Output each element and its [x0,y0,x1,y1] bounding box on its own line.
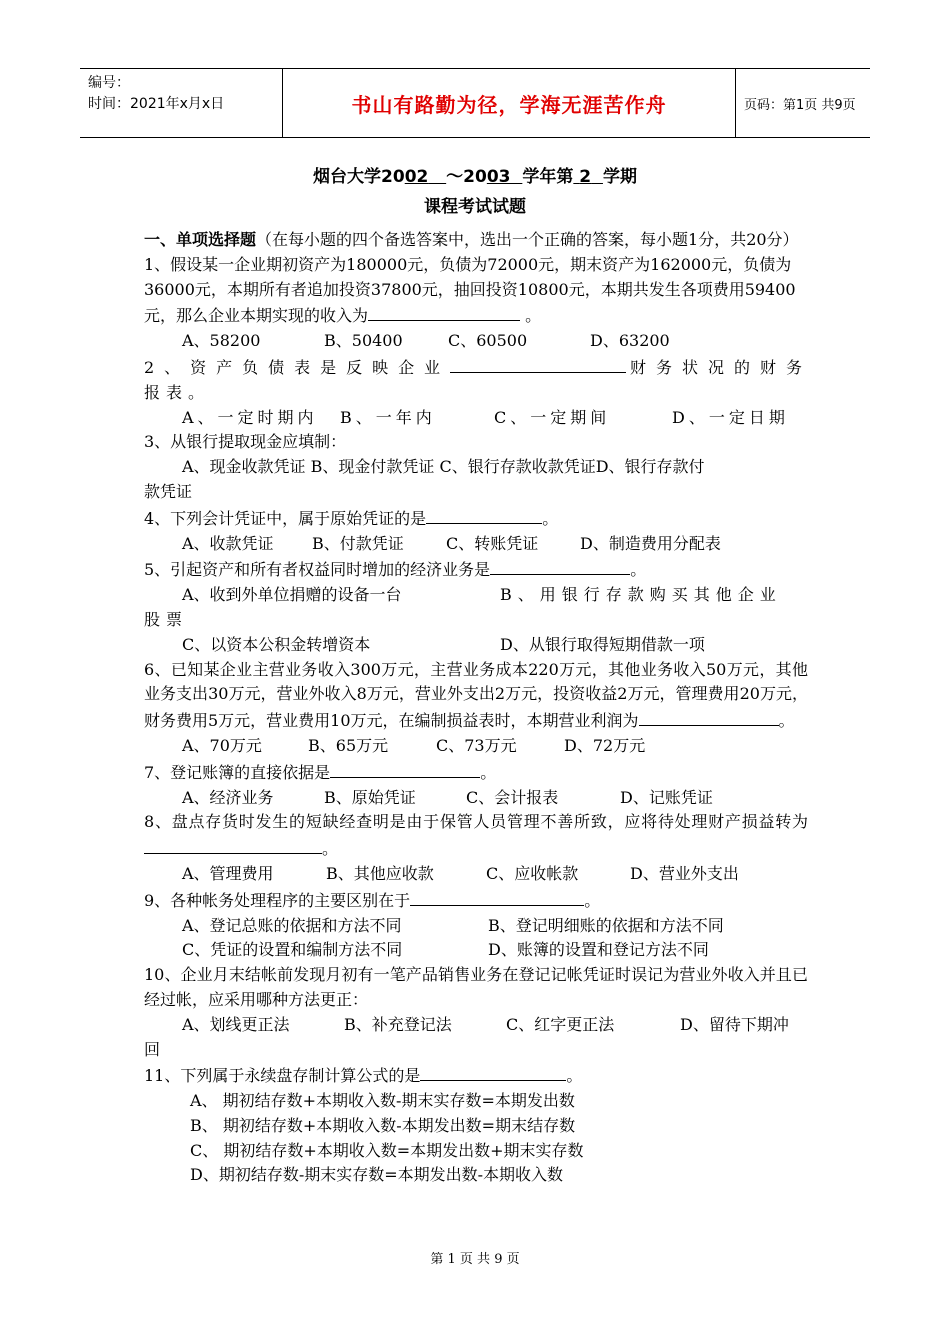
question-9-options-ab: A、登记总账的依据和方法不同 B、登记明细账的依据和方法不同 [182,915,724,935]
question-9-options-cd: C、凭证的设置和编制方法不同 D、账簿的设置和登记方法不同 [182,940,709,960]
question-8-options: A、管理费用 B、其他应收款 C、应收帐款 D、营业外支出 [182,863,739,883]
header-motto: 书山有路勤为径，学海无涯苦作舟 [282,69,736,137]
question-6: 6、已知某企业主营业务收入300万元，主营业务成本220万元，其他业务收入50万元，其他业务支出30万元，营业外收入8万元，营业外支出2万元，投资收益2万元，管理费用20万元，财务费用5万元，营业费用10万元，在编制损益表时，本期营业利润为 。 [144,659,808,731]
question-11-option-d: D、期初结存数-期末实存数=本期发出数-本期收入数 [190,1165,564,1185]
question-8: 8、盘点存货时发生的短缺经查明是由于保管人员管理不善所致，应将待处理财产损益转为。 [144,812,808,859]
question-5-options-ab: A、收到外单位捐赠的设备一台 B、用银行存款购买其他企业 [182,585,782,605]
exam-title: 烟台大学2002 ～2003 学年第 2 学期 [313,167,637,187]
question-2-cont: 报表。 [144,382,211,402]
question-4-options: A、收款凭证 B、付款凭证 C、转账凭证 D、制造费用分配表 [182,533,721,553]
year-start: 02 [404,167,429,187]
header-meta [80,69,282,137]
question-10-options-cont: 回 [144,1039,161,1059]
question-5: 5、引起资产和所有者权益同时增加的经济业务是 。 [144,556,808,583]
question-11-option-c: C、 期初结存数+本期收入数=本期发出数+期末实存数 [190,1140,584,1160]
page-footer: 第 1 页 共 9 页 [430,1252,520,1267]
year-end: 03 [486,167,511,187]
number-label: 编号： [88,75,130,91]
question-11: 11、下列属于永续盘存制计算公式的是 。 [144,1062,808,1089]
question-1-options: A、58200 B、50400 C、60500 D、63200 [182,331,670,351]
page-header [80,68,870,138]
question-3: 3、从银行提取现金应填制： [144,432,347,452]
question-7-options: A、经济业务 B、原始凭证 C、会计报表 D、记账凭证 [182,787,713,807]
term-number: 2 [579,167,592,187]
question-5-options-cd: C、以资本公积金转增资本 D、从银行取得短期借款一项 [182,634,705,654]
question-10: 10、企业月末结帐前发现月初有一笔产品销售业务在登记记帐凭证时误记为营业外收入并且已经过帐，应采用哪种方法更正： [144,965,808,1009]
time-label: 时间：2021年x月x日 [88,96,225,112]
question-4: 4、下列会计凭证中，属于原始凭证的是 。 [144,505,808,532]
question-3-options-cont: 款凭证 [144,481,193,501]
question-11-option-a: A、 期初结存数+本期收入数-期末实存数=本期发出数 [190,1091,575,1111]
exam-content [144,228,808,1188]
question-11-option-b: B、 期初结存数+本期收入数-本期发出数=期末结存数 [190,1115,576,1135]
exam-subtitle: 课程考试试题 [424,197,526,217]
question-2: 2、资产负债表是反映企业 财务状况的财务 [144,354,808,381]
question-10-options: A、划线更正法 B、补充登记法 C、红字更正法 D、留待下期冲 [182,1014,789,1034]
header-page-code: 页码：第1页 共9页 [744,97,856,113]
section-heading: 一、单项选择题（在每小题的四个备选答案中，选出一个正确的答案，每小题1分，共20分） [144,230,799,249]
question-5-options-b-cont: 股票 [144,609,189,629]
question-1: 1、假设某一企业期初资产为180000元，负债为72000元，期末资产为162000元，负债为36000元，本期所有者追加投资37800元，抽回投资10800元，本期共发生各项费用59400元，那么企业本期实现的收入为 。 [144,254,796,326]
question-7: 7、登记账簿的直接依据是 。 [144,759,808,786]
question-2-options: A、一定时期内 B、一年内 C、一定期间 D、一定日期 [182,407,789,427]
question-9: 9、各种帐务处理程序的主要区别在于 。 [144,887,808,914]
question-6-options: A、70万元 B、65万元 C、73万元 D、72万元 [182,735,646,755]
question-3-options: A、现金收款凭证 B、现金付款凭证 C、银行存款收款凭证D、银行存款付 [182,457,705,477]
